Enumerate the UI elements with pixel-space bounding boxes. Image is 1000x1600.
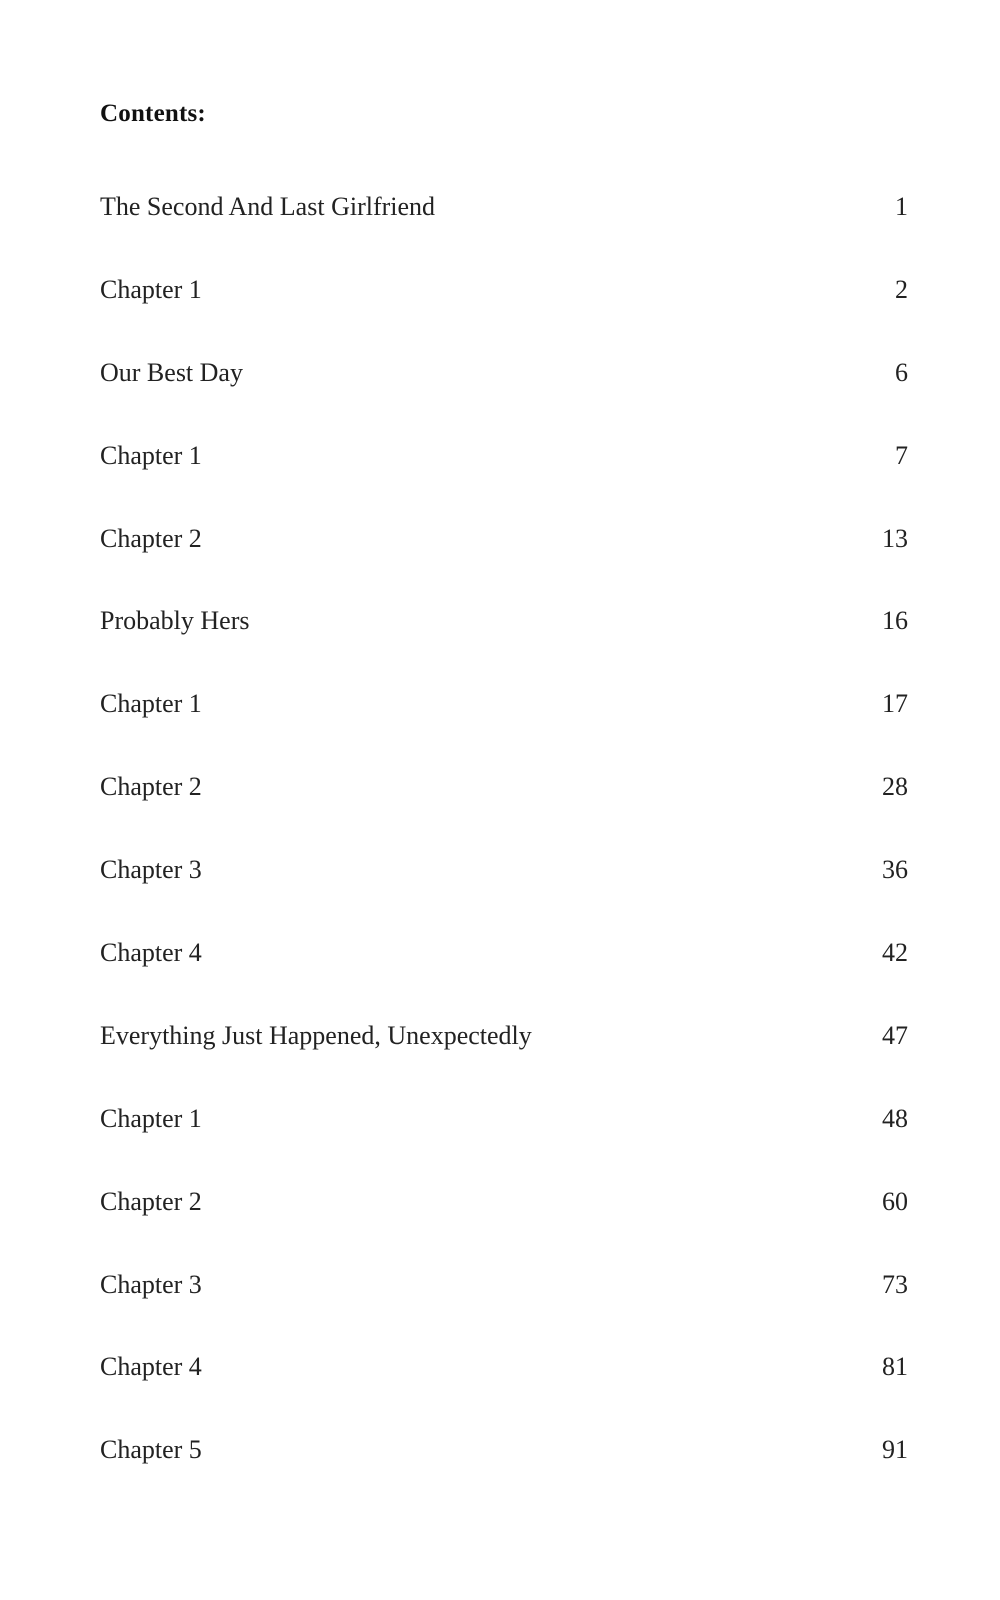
toc-entry-title: Everything Just Happened, Unexpectedly [100,1020,532,1050]
toc-entry [100,772,908,855]
toc-entry-title: Chapter 1 [100,440,202,470]
toc-entry-page: 17 [882,689,908,719]
toc-entry-page: 47 [882,1020,908,1050]
toc-entry-title: Chapter 1 [100,689,202,719]
toc-entry-title: Chapter 2 [100,523,202,553]
toc-entry-title: Chapter 3 [100,855,202,885]
toc-entry-page: 48 [882,1103,908,1133]
toc-entry [100,192,908,275]
toc-entry [100,1187,908,1270]
toc-entry [100,1352,908,1435]
toc-entry [100,1270,908,1353]
toc-entry-title: Probably Hers [100,606,250,636]
toc-entry-page: 42 [882,938,908,968]
toc-entry [100,606,908,689]
toc-entry-page: 81 [882,1352,908,1382]
toc-entry [100,938,908,1021]
toc-entry-page: 60 [882,1186,908,1216]
toc-entry-page: 16 [882,606,908,636]
toc-entry-page: 1 [895,192,908,221]
toc-entry [100,1435,908,1518]
toc-entry-page: 2 [895,274,908,304]
toc-entry-title: Chapter 2 [100,772,202,802]
toc-entry-title: Chapter 4 [100,1352,202,1382]
toc-entry-page: 36 [882,855,908,885]
toc-entry-title: Chapter 1 [100,1103,202,1133]
toc-entry-title: Chapter 4 [100,938,202,968]
toc-entry [100,358,908,441]
toc-entry-page: 28 [882,772,908,802]
toc-entry-title: Chapter 1 [100,274,202,304]
toc-entry [100,524,908,607]
toc-entry-title: The Second And Last Girlfriend [100,192,436,221]
toc-entry [100,855,908,938]
toc-entry-title: Our Best Day [100,357,243,387]
contents-heading: Contents: [100,100,206,127]
toc-entry-page: 6 [895,357,908,387]
toc-entry [100,441,908,524]
toc-entry-page: 7 [895,440,908,470]
toc-entry-page: 13 [882,523,908,553]
toc-entry-page: 91 [882,1435,908,1465]
toc-entry [100,689,908,772]
toc-entry-title: Chapter 2 [100,1186,202,1216]
toc-entry-title: Chapter 3 [100,1269,202,1299]
toc-entry-title: Chapter 5 [100,1435,202,1465]
toc-entry-page: 73 [882,1269,908,1299]
toc-entry [100,1021,908,1104]
table-of-contents [100,192,908,1518]
toc-entry [100,275,908,358]
toc-entry [100,1104,908,1187]
